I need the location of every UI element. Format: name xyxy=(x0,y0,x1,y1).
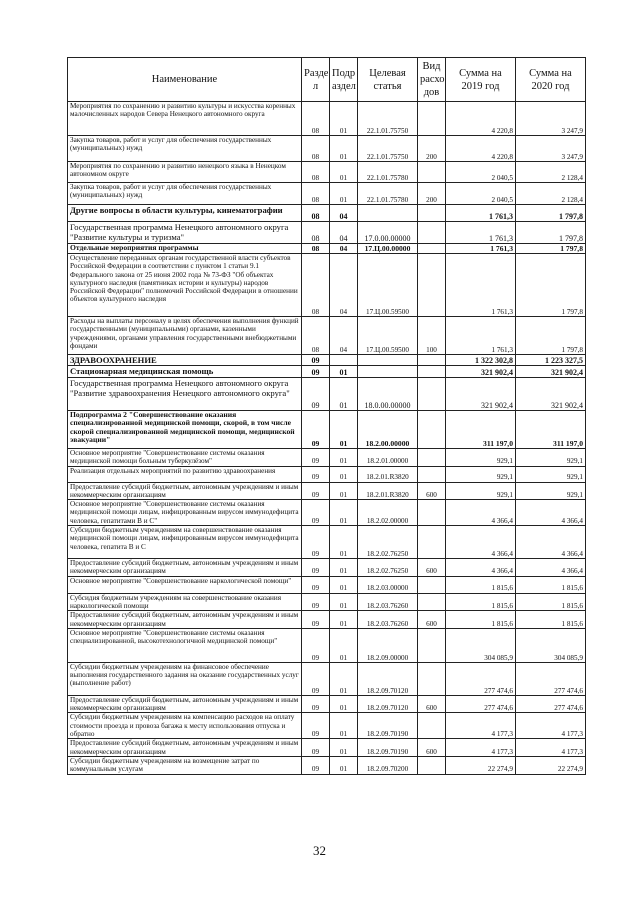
row-sum-2019: 4 177,3 xyxy=(446,739,516,757)
row-podrazdel xyxy=(330,355,358,366)
row-name: Осуществление переданных органам государственной власти субъектов Российской Федерации в соответствии с пунктом 1 статьи 9.1 Федерального закона от 25 июня 2002 года № 73-ФЗ "Об объектах культурного наследия (памятниках истории и культуры) народов Российской Федерации" полномочий Российской Федерации в отношении объектов культурного наследия xyxy=(68,254,302,317)
row-name: Расходы на выплаты персоналу в целях обеспечения выполнения функций государственными (муниципальными) органами, казенными учреждениями, органами управления государственными внебюджетными фондами xyxy=(68,317,302,355)
row-sum-2019: 311 197,0 xyxy=(446,411,516,449)
row-podrazdel: 04 xyxy=(330,205,358,222)
row-sum-2019: 1 815,6 xyxy=(446,611,516,629)
table-row xyxy=(68,366,586,378)
page-number: 32 xyxy=(313,843,326,858)
row-name: Предоставление субсидий бюджетным, автономным учреждениям и иным некоммерческим организациям xyxy=(68,611,302,629)
row-vid xyxy=(418,756,446,774)
row-target: 18.2.09.70120 xyxy=(358,695,418,713)
row-razdel: 08 xyxy=(302,317,330,355)
table-row xyxy=(68,183,586,205)
row-target xyxy=(358,355,418,366)
row-podrazdel: 01 xyxy=(330,576,358,593)
row-sum-2019: 1 761,3 xyxy=(446,254,516,317)
row-name: Отдельные мероприятия программы xyxy=(68,244,302,254)
row-sum-2019: 929,1 xyxy=(446,482,516,500)
header-sum-2020: Сумма на 2020 год xyxy=(516,58,586,102)
row-sum-2020: 1 815,6 xyxy=(516,611,586,629)
row-name: ЗДРАВООХРАНЕНИЕ xyxy=(68,355,302,366)
row-sum-2020: 2 128,4 xyxy=(516,162,586,183)
row-target: 17.Ц.00.00000 xyxy=(358,244,418,254)
table-header-row xyxy=(68,58,586,102)
row-razdel: 09 xyxy=(302,500,330,526)
table-row xyxy=(68,628,586,662)
row-sum-2020: 1 815,6 xyxy=(516,576,586,593)
row-podrazdel: 01 xyxy=(330,500,358,526)
row-razdel: 09 xyxy=(302,695,330,713)
row-podrazdel: 01 xyxy=(330,713,358,739)
row-sum-2019: 321 902,4 xyxy=(446,378,516,411)
row-name: Предоставление субсидий бюджетным, автономным учреждениям и иным некоммерческим организациям xyxy=(68,559,302,577)
row-podrazdel: 01 xyxy=(330,366,358,378)
row-razdel: 09 xyxy=(302,593,330,611)
row-sum-2020: 929,1 xyxy=(516,466,586,482)
row-sum-2019: 277 474,6 xyxy=(446,695,516,713)
row-sum-2020: 321 902,4 xyxy=(516,366,586,378)
row-name: Государственная программа Ненецкого автономного округа "Развитие здравоохранения Ненецкого автономного округа" xyxy=(68,378,302,411)
row-target xyxy=(358,205,418,222)
table-row xyxy=(68,162,586,183)
row-podrazdel: 01 xyxy=(330,136,358,162)
row-podrazdel: 01 xyxy=(330,466,358,482)
row-sum-2019: 2 040,5 xyxy=(446,162,516,183)
table-row xyxy=(68,378,586,411)
row-sum-2019: 4 366,4 xyxy=(446,526,516,559)
row-name: Мероприятия по сохранению и развитию культуры и искусства коренных малочисленных народов Севера Ненецкого автономного округа xyxy=(68,102,302,136)
table-row xyxy=(68,222,586,244)
row-razdel: 08 xyxy=(302,183,330,205)
row-sum-2020: 22 274,9 xyxy=(516,756,586,774)
row-vid xyxy=(418,576,446,593)
row-vid xyxy=(418,500,446,526)
row-sum-2019: 4 366,4 xyxy=(446,500,516,526)
row-razdel: 08 xyxy=(302,254,330,317)
row-name: Субсидии бюджетным учреждениям на совершенствование оказания медицинской помощи лицам, инфицированным вирусом иммунодефицита человека, гепатита В и С xyxy=(68,526,302,559)
table-row xyxy=(68,576,586,593)
row-vid xyxy=(418,102,446,136)
row-podrazdel: 01 xyxy=(330,449,358,467)
row-target: 17.0.00.00000 xyxy=(358,222,418,244)
row-podrazdel: 01 xyxy=(330,593,358,611)
row-sum-2020: 321 902,4 xyxy=(516,378,586,411)
header-razdel: Разде л xyxy=(302,58,330,102)
row-sum-2020: 1 797,8 xyxy=(516,222,586,244)
row-sum-2020: 1 797,8 xyxy=(516,205,586,222)
row-razdel: 09 xyxy=(302,378,330,411)
row-sum-2020: 304 085,9 xyxy=(516,628,586,662)
row-vid xyxy=(418,526,446,559)
row-target: 18.2.01.00000 xyxy=(358,449,418,467)
row-sum-2020: 277 474,6 xyxy=(516,695,586,713)
row-name: Субсидия бюджетным учреждениям на совершенствование оказания наркологической помощи xyxy=(68,593,302,611)
row-sum-2019: 22 274,9 xyxy=(446,756,516,774)
row-target: 18.2.03.76260 xyxy=(358,611,418,629)
table-row xyxy=(68,593,586,611)
row-vid: 600 xyxy=(418,559,446,577)
row-name: Предоставление субсидий бюджетным, автономным учреждениям и иным некоммерческим организациям xyxy=(68,695,302,713)
row-sum-2019: 1 761,3 xyxy=(446,244,516,254)
row-target: 18.2.02.76250 xyxy=(358,526,418,559)
row-podrazdel: 04 xyxy=(330,254,358,317)
row-target xyxy=(358,366,418,378)
row-target: 18.2.03.76260 xyxy=(358,593,418,611)
row-razdel: 09 xyxy=(302,756,330,774)
row-sum-2020: 1 815,6 xyxy=(516,593,586,611)
row-sum-2020: 929,1 xyxy=(516,482,586,500)
row-vid xyxy=(418,222,446,244)
row-target: 18.2.00.00000 xyxy=(358,411,418,449)
row-name: Государственная программа Ненецкого автономного округа "Развитие культуры и туризма" xyxy=(68,222,302,244)
row-name: Субсидии бюджетным учреждениям на компенсацию расходов на оплату стоимости проезда и провоза багажа к месту использования отпуска и обратно xyxy=(68,713,302,739)
row-name: Закупка товаров, работ и услуг для обеспечения государственных (муниципальных) нужд xyxy=(68,136,302,162)
table-row xyxy=(68,136,586,162)
header-target: Целевая статья xyxy=(358,58,418,102)
row-sum-2020: 4 366,4 xyxy=(516,526,586,559)
row-podrazdel: 01 xyxy=(330,628,358,662)
row-sum-2020: 3 247,9 xyxy=(516,102,586,136)
row-razdel: 08 xyxy=(302,162,330,183)
row-vid xyxy=(418,162,446,183)
row-sum-2020: 4 366,4 xyxy=(516,559,586,577)
row-podrazdel: 01 xyxy=(330,411,358,449)
row-sum-2019: 4 177,3 xyxy=(446,713,516,739)
row-podrazdel: 01 xyxy=(330,162,358,183)
row-razdel: 09 xyxy=(302,411,330,449)
row-razdel: 09 xyxy=(302,466,330,482)
row-razdel: 09 xyxy=(302,739,330,757)
row-razdel: 08 xyxy=(302,205,330,222)
row-target: 18.2.09.70200 xyxy=(358,756,418,774)
row-podrazdel: 01 xyxy=(330,482,358,500)
table-row xyxy=(68,526,586,559)
row-sum-2019: 929,1 xyxy=(446,466,516,482)
row-vid: 200 xyxy=(418,136,446,162)
row-sum-2020: 277 474,6 xyxy=(516,662,586,695)
row-vid: 100 xyxy=(418,317,446,355)
row-razdel: 09 xyxy=(302,449,330,467)
row-target: 18.2.02.76250 xyxy=(358,559,418,577)
row-target: 18.2.01.R3820 xyxy=(358,482,418,500)
row-vid xyxy=(418,628,446,662)
row-target: 18.2.09.70190 xyxy=(358,713,418,739)
table-row xyxy=(68,355,586,366)
table-row xyxy=(68,482,586,500)
row-podrazdel: 04 xyxy=(330,244,358,254)
row-sum-2019: 1 815,6 xyxy=(446,593,516,611)
row-name: Предоставление субсидий бюджетным, автономным учреждениям и иным некоммерческим организациям xyxy=(68,482,302,500)
row-sum-2020: 4 177,3 xyxy=(516,739,586,757)
row-target: 22.1.01.75780 xyxy=(358,162,418,183)
row-razdel: 09 xyxy=(302,526,330,559)
row-target: 18.2.02.00000 xyxy=(358,500,418,526)
table-row xyxy=(68,695,586,713)
budget-table-sheet xyxy=(67,57,585,775)
row-sum-2019: 321 902,4 xyxy=(446,366,516,378)
row-target: 22.1.01.75780 xyxy=(358,183,418,205)
row-name: Субсидии бюджетным учреждениям на финансовое обеспечение выполнения государственного задания на оказание государственных услуг (выполнение работ) xyxy=(68,662,302,695)
row-razdel: 08 xyxy=(302,136,330,162)
row-vid: 200 xyxy=(418,183,446,205)
table-row xyxy=(68,449,586,467)
table-row xyxy=(68,662,586,695)
table-row xyxy=(68,500,586,526)
header-sum-2019: Сумма на 2019 год xyxy=(446,58,516,102)
table-row xyxy=(68,102,586,136)
table-row xyxy=(68,756,586,774)
header-name: Наименование xyxy=(68,58,302,102)
row-vid xyxy=(418,366,446,378)
row-target: 22.1.01.75750 xyxy=(358,136,418,162)
table-row xyxy=(68,317,586,355)
row-name: Предоставление субсидий бюджетным, автономным учреждениям и иным некоммерческим организациям xyxy=(68,739,302,757)
table-row xyxy=(68,411,586,449)
row-podrazdel: 01 xyxy=(330,739,358,757)
row-name: Реализация отдельных мероприятий по развитию здравоохранения xyxy=(68,466,302,482)
row-sum-2019: 4 220,8 xyxy=(446,136,516,162)
row-razdel: 09 xyxy=(302,662,330,695)
row-sum-2019: 4 220,8 xyxy=(446,102,516,136)
row-sum-2020: 4 366,4 xyxy=(516,500,586,526)
row-podrazdel: 01 xyxy=(330,611,358,629)
row-sum-2020: 1 223 327,5 xyxy=(516,355,586,366)
row-vid xyxy=(418,254,446,317)
row-vid xyxy=(418,355,446,366)
row-name: Основное мероприятие "Совершенствование наркологической помощи" xyxy=(68,576,302,593)
row-podrazdel: 01 xyxy=(330,662,358,695)
row-podrazdel: 01 xyxy=(330,695,358,713)
table-row xyxy=(68,713,586,739)
row-podrazdel: 01 xyxy=(330,378,358,411)
row-sum-2019: 304 085,9 xyxy=(446,628,516,662)
row-name: Стационарная медицинская помощь xyxy=(68,366,302,378)
row-name: Основное мероприятие "Совершенствование системы оказания специализированной, высокотехнологичной медицинской помощи" xyxy=(68,628,302,662)
row-name: Мероприятия по сохранению и развитию ненецкого языка в Ненецком автономном округе xyxy=(68,162,302,183)
row-name: Основное мероприятие "Совершенствование системы оказания медицинской помощи лицам, инфицированным вирусом иммунодефицита человека, гепатитами В и С" xyxy=(68,500,302,526)
row-target: 18.2.03.00000 xyxy=(358,576,418,593)
row-sum-2019: 277 474,6 xyxy=(446,662,516,695)
row-podrazdel: 04 xyxy=(330,222,358,244)
row-razdel: 09 xyxy=(302,355,330,366)
table-row xyxy=(68,611,586,629)
table-row xyxy=(68,466,586,482)
row-sum-2019: 929,1 xyxy=(446,449,516,467)
row-podrazdel: 01 xyxy=(330,102,358,136)
row-target: 18.2.09.70120 xyxy=(358,662,418,695)
row-vid xyxy=(418,205,446,222)
row-podrazdel: 01 xyxy=(330,559,358,577)
budget-table xyxy=(67,57,586,775)
row-target: 22.1.01.75750 xyxy=(358,102,418,136)
row-razdel: 09 xyxy=(302,576,330,593)
row-vid xyxy=(418,244,446,254)
row-sum-2019: 1 322 302,8 xyxy=(446,355,516,366)
row-vid xyxy=(418,449,446,467)
row-razdel: 08 xyxy=(302,102,330,136)
row-sum-2019: 1 815,6 xyxy=(446,576,516,593)
row-vid: 600 xyxy=(418,482,446,500)
row-sum-2019: 1 761,3 xyxy=(446,205,516,222)
row-razdel: 09 xyxy=(302,713,330,739)
row-sum-2020: 311 197,0 xyxy=(516,411,586,449)
row-vid xyxy=(418,411,446,449)
row-vid xyxy=(418,713,446,739)
row-name: Закупка товаров, работ и услуг для обеспечения государственных (муниципальных) нужд xyxy=(68,183,302,205)
row-target: 18.0.00.00000 xyxy=(358,378,418,411)
table-row xyxy=(68,739,586,757)
row-razdel: 08 xyxy=(302,244,330,254)
row-target: 18.2.01.R3820 xyxy=(358,466,418,482)
row-sum-2020: 1 797,8 xyxy=(516,244,586,254)
row-vid xyxy=(418,593,446,611)
row-razdel: 08 xyxy=(302,222,330,244)
row-razdel: 09 xyxy=(302,482,330,500)
table-row xyxy=(68,244,586,254)
row-podrazdel: 01 xyxy=(330,183,358,205)
row-sum-2020: 2 128,4 xyxy=(516,183,586,205)
table-row xyxy=(68,559,586,577)
row-sum-2019: 4 366,4 xyxy=(446,559,516,577)
row-vid: 600 xyxy=(418,611,446,629)
table-row xyxy=(68,254,586,317)
header-podrazdel: Подр аздел xyxy=(330,58,358,102)
row-name: Подпрограмма 2 "Совершенствование оказания специализированной медицинской помощи, скорой, в том числе скорой специализированной медицинской помощи, медицинской эвакуации" xyxy=(68,411,302,449)
row-vid xyxy=(418,662,446,695)
header-vid: Вид расхо дов xyxy=(418,58,446,102)
row-sum-2020: 1 797,8 xyxy=(516,254,586,317)
row-name: Другие вопросы в области культуры, кинематографии xyxy=(68,205,302,222)
row-razdel: 09 xyxy=(302,559,330,577)
row-sum-2020: 3 247,9 xyxy=(516,136,586,162)
row-sum-2019: 2 040,5 xyxy=(446,183,516,205)
row-podrazdel: 04 xyxy=(330,317,358,355)
row-target: 17.Ц.00.59500 xyxy=(358,254,418,317)
row-podrazdel: 01 xyxy=(330,526,358,559)
row-vid xyxy=(418,378,446,411)
row-sum-2020: 1 797,8 xyxy=(516,317,586,355)
row-vid xyxy=(418,466,446,482)
row-target: 18.2.09.00000 xyxy=(358,628,418,662)
row-razdel: 09 xyxy=(302,611,330,629)
row-sum-2020: 4 177,3 xyxy=(516,713,586,739)
row-vid: 600 xyxy=(418,739,446,757)
row-razdel: 09 xyxy=(302,628,330,662)
table-row xyxy=(68,205,586,222)
row-sum-2019: 1 761,3 xyxy=(446,222,516,244)
row-target: 18.2.09.70190 xyxy=(358,739,418,757)
row-target: 17.Ц.00.59500 xyxy=(358,317,418,355)
row-name: Субсидии бюджетным учреждениям на возмещение затрат по коммунальным услугам xyxy=(68,756,302,774)
row-sum-2019: 1 761,3 xyxy=(446,317,516,355)
row-razdel: 09 xyxy=(302,366,330,378)
row-podrazdel: 01 xyxy=(330,756,358,774)
row-name: Основное мероприятие "Совершенствование системы оказания медицинской помощи больным туберкулёзом" xyxy=(68,449,302,467)
row-sum-2020: 929,1 xyxy=(516,449,586,467)
row-vid: 600 xyxy=(418,695,446,713)
